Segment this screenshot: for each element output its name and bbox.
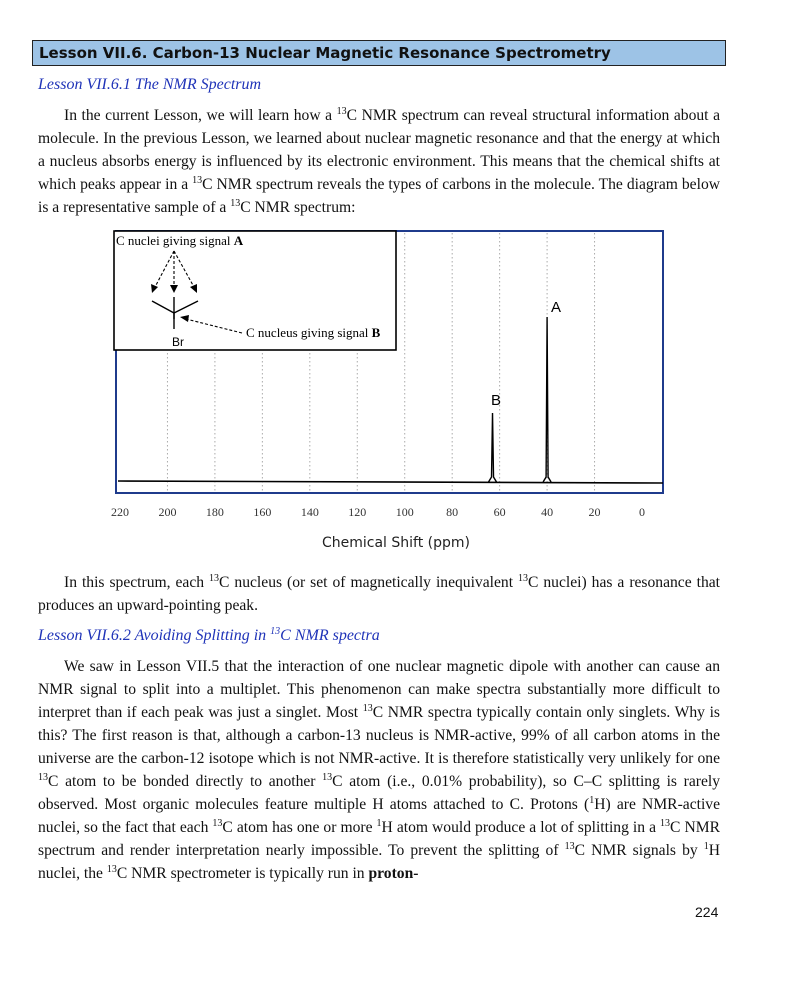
- spectrum-svg: [110, 229, 670, 555]
- page-number: 224: [695, 904, 719, 920]
- paragraph-intro: In the current Lesson, we will learn how a $^{13}$C NMR spectrum can reveal structural information about a molecule. In the previous Lesson, we learned about nuclear magnetic resonance and that the energy at which a nucleus absorbs energy is influenced by its electronic environment. This means that the chemical shifts at which peaks appear in a $^{13}$C NMR spectrum reveals the types of carbons in the molecule. The diagram below is a representative sample of a $^{13}$C NMR spectrum:: [38, 106, 720, 216]
- spectrum-baseline: [118, 481, 663, 483]
- x-tick-label: 220: [111, 505, 129, 519]
- x-tick-label: 20: [588, 505, 601, 519]
- peak-a-label: A: [550, 299, 562, 316]
- x-axis-label: Chemical Shift (ppm): [321, 535, 471, 551]
- section-title-nmr-spectrum: Lesson VII.6.1 The NMR Spectrum: [38, 76, 262, 93]
- nmr-spectrum-figure: [110, 229, 670, 555]
- peak-b-label: B: [490, 392, 502, 409]
- x-tick-label: 200: [158, 505, 177, 519]
- x-tick-label: 160: [253, 505, 272, 519]
- paragraph-peaks: In this spectrum, each $^{13}$C nucleus (or set of magnetically inequivalent $^{13}$C nuclei) has a resonance that produces an upward-pointing peak.: [38, 573, 721, 614]
- x-tick-label: 80: [446, 505, 459, 519]
- inset-label-a: C nuclei giving signal A: [116, 233, 244, 248]
- inset-label-b: C nucleus giving signal B: [246, 325, 381, 340]
- paragraph-splitting: We saw in Lesson VII.5 that the interaction of one nuclear magnetic dipole with another can cause an NMR signal to split into a multiplet. This phenomenon can make spectra substantially more difficult to interpret than if each peak was just a singlet. Most $^{13}$C NMR spectra typically contain only singlets. Why is this? The first reason is that, although a carbon-13 nucleus is NMR-active, 99% of all carbon atoms in the universe are the carbon-12 isotope which is not NMR-active. It is therefore statistically very unlikely for one $^{13}$C atom to be bonded directly to another $^{13}$C atom (i.e., 0.01% probability), so C–C splitting is rarely observed. Most organic molecules feature multiple H atoms attached to C. Protons ($^1$H) are NMR-active nuclei, so the fact that each $^{13}$C atom has one or more $^1$H atom would produce a lot of splitting in a $^{13}$C NMR spectrum and render interpretation nearly impossible. To prevent the splitting of $^{13}$C NMR signals by $^1$H nuclei, the $^{13}$C NMR spectrometer is typically run in proton-: [38, 658, 721, 882]
- x-tick-label: 120: [348, 505, 367, 519]
- x-tick-label: 100: [395, 505, 414, 519]
- x-tick-label: 140: [300, 505, 319, 519]
- section-title-avoiding-splitting: Lesson VII.6.2 Avoiding Splitting in $^{13}$C NMR spectra: [38, 626, 380, 644]
- x-tick-label: 40: [541, 505, 554, 519]
- x-tick-label: 60: [493, 505, 506, 519]
- lesson-header: Lesson VII.6. Carbon-13 Nuclear Magnetic Resonance Spectrometry: [32, 40, 726, 66]
- x-tick-label: 180: [205, 505, 224, 519]
- peak-b: [489, 413, 497, 482]
- x-tick-labels: [111, 505, 645, 519]
- x-tick-label: 0: [639, 505, 645, 519]
- bromine-label: Br: [172, 335, 184, 349]
